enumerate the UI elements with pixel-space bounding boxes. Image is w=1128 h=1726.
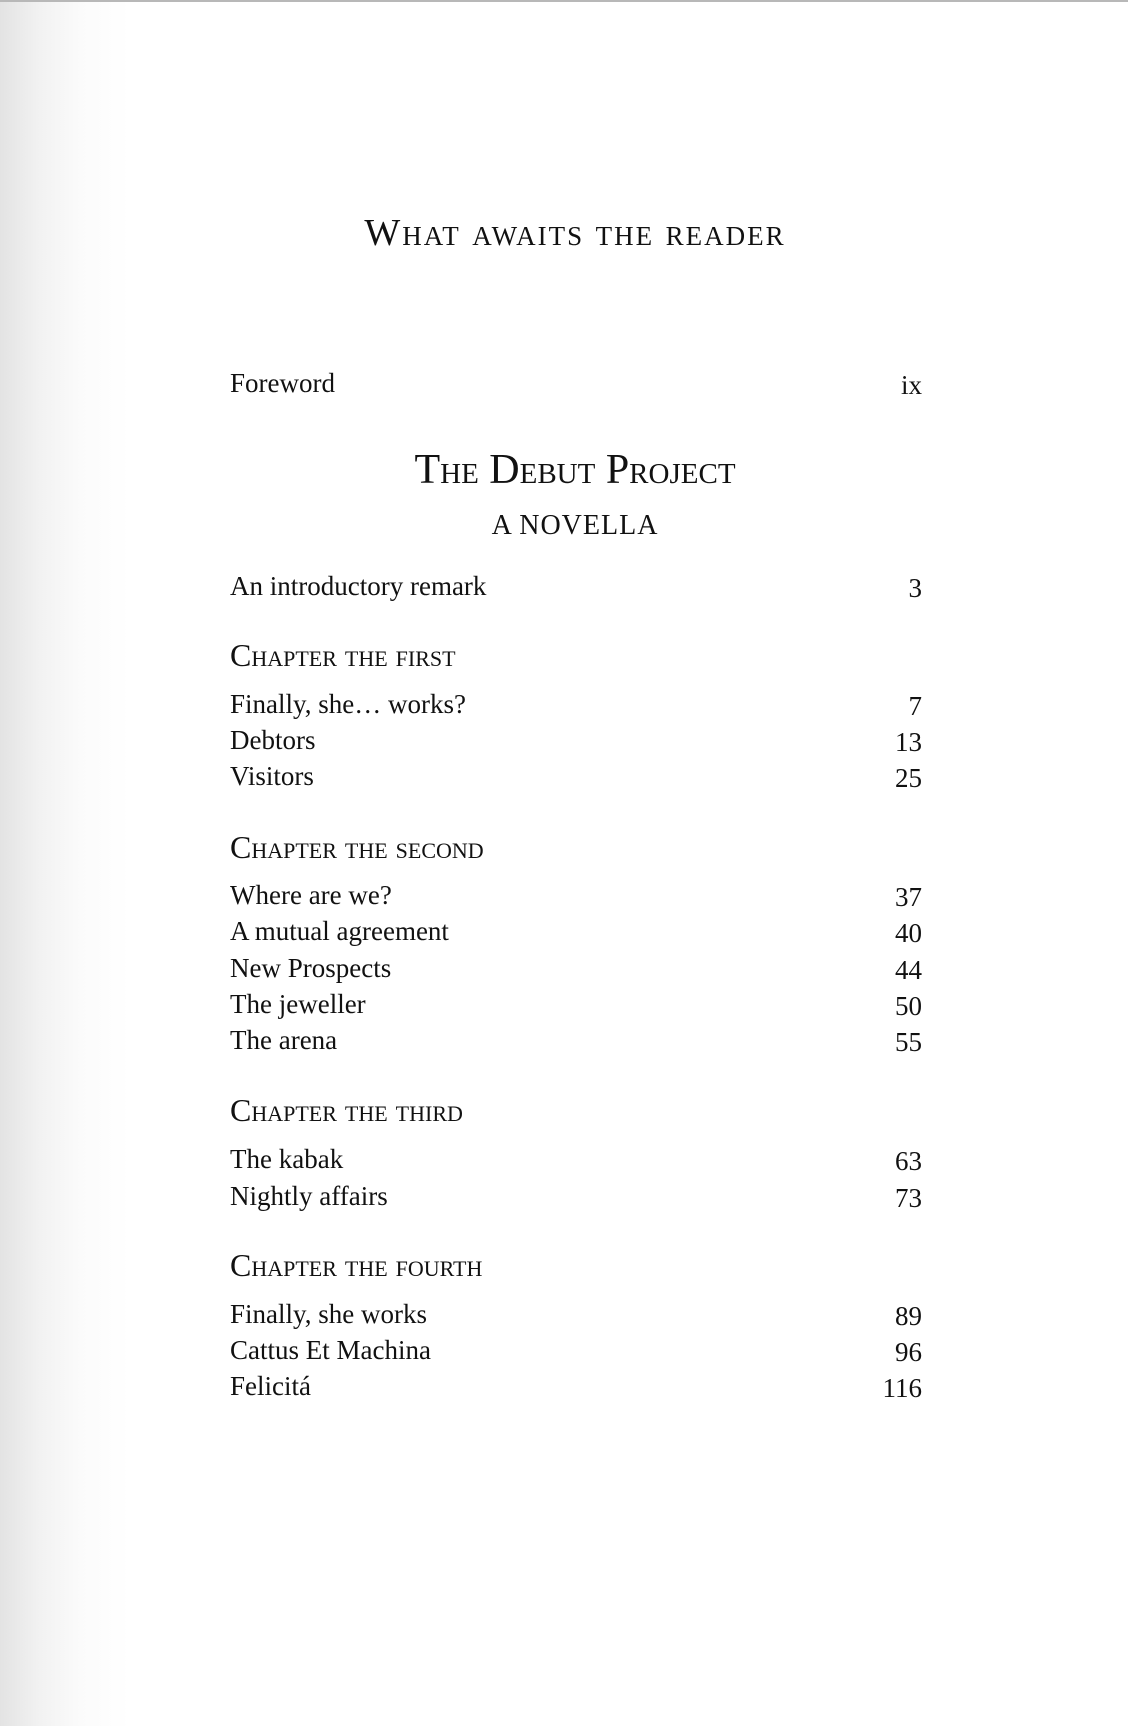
- toc-entry-page: 63: [895, 1146, 922, 1176]
- toc-entry-page: 7: [908, 691, 922, 721]
- toc-entry-page: 3: [908, 573, 922, 603]
- chapter-heading: Chapter the fourth: [230, 1247, 483, 1283]
- toc-entry-title: Finally, she works: [230, 1299, 427, 1329]
- toc-entry-page: 40: [895, 918, 922, 948]
- toc-entry-title: Finally, she… works?: [230, 689, 466, 719]
- toc-entry: [230, 987, 922, 1021]
- toc-entry-page: 89: [895, 1301, 922, 1331]
- toc-entry-title: An introductory remark: [230, 571, 487, 601]
- toc-entry: [230, 687, 922, 721]
- toc-entry-title: Foreword: [230, 368, 335, 398]
- toc-entry-intro: [230, 569, 922, 603]
- toc-entry-page: 73: [895, 1183, 922, 1213]
- toc-entry-page: 50: [895, 991, 922, 1021]
- toc-entry-foreword: [230, 366, 922, 400]
- toc-entry: [230, 1142, 922, 1176]
- toc-entry-title: The arena: [230, 1025, 338, 1055]
- toc-entry: [230, 759, 922, 793]
- toc-entry-title: Where are we?: [230, 880, 392, 910]
- toc-entry: [230, 1179, 922, 1213]
- toc-entry: [230, 878, 922, 912]
- toc-entry: [230, 723, 922, 757]
- toc-entry-title: The kabak: [230, 1144, 344, 1174]
- toc-entry-title: The jeweller: [230, 989, 366, 1019]
- chapter-heading: Chapter the third: [230, 1092, 463, 1128]
- toc-entry-title: Nightly affairs: [230, 1181, 388, 1211]
- toc-entry-page: 25: [895, 763, 922, 793]
- toc-entry-page: 55: [895, 1027, 922, 1057]
- toc-entry: [230, 951, 922, 985]
- toc-entry-title: Felicitá: [230, 1371, 311, 1401]
- part-subtitle: A NOVELLA: [491, 510, 659, 541]
- chapter-heading: Chapter the first: [230, 637, 456, 673]
- toc-entry-title: New Prospects: [230, 953, 392, 983]
- toc-entry-page: 13: [895, 727, 922, 757]
- toc-entry-page: 96: [895, 1337, 922, 1367]
- toc-entry: [230, 1297, 922, 1331]
- chapter-heading: Chapter the second: [230, 829, 484, 865]
- toc-entry: [230, 1369, 922, 1403]
- toc-entry: [230, 1023, 922, 1057]
- toc-entry-page: ix: [900, 370, 922, 400]
- toc-entry-title: A mutual agreement: [230, 916, 449, 946]
- toc-entry-page: 44: [895, 955, 922, 985]
- toc-entry-page: 116: [882, 1373, 922, 1403]
- toc-entry: [230, 914, 922, 948]
- toc-entry-title: Debtors: [230, 725, 316, 755]
- toc-entry-title: Cattus Et Machina: [230, 1335, 431, 1365]
- toc-entry-title: Visitors: [230, 761, 314, 791]
- toc-entry-page: 37: [895, 882, 922, 912]
- contents-title: What awaits the reader: [364, 212, 786, 254]
- part-title: The Debut Project: [414, 447, 736, 493]
- toc-entry: [230, 1333, 922, 1367]
